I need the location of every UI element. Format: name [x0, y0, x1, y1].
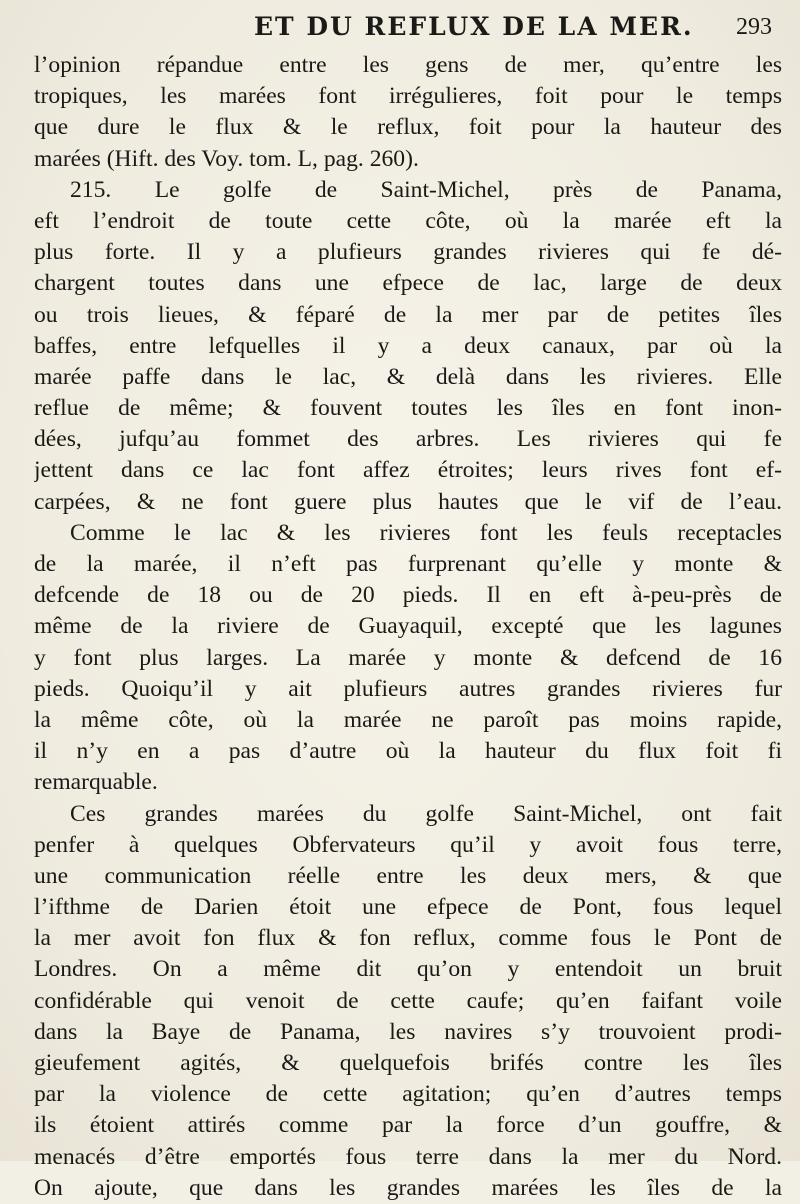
- text-line: jettent dans ce lac font affez étroites; leurs rives font ef-: [34, 457, 782, 484]
- text-line: marée paffe dans le lac, & delà dans les rivieres. Elle: [34, 363, 782, 390]
- text-line: eft l’endroit de toute cette côte, où la marée eft la: [34, 207, 782, 234]
- text-line: defcende de 18 ou de 20 pieds. Il en eft à-peu-près de: [34, 582, 782, 609]
- text-line: Londres. On a même dit qu’on y entendoit un bruit: [34, 956, 782, 983]
- text-line: de la marée, il n’eft pas furprenant qu’elle y monte &: [34, 551, 782, 577]
- text-line: marées (Hift. des Voy. tom. L, pag. 260).: [34, 145, 419, 172]
- text-line: On ajoute, que dans les grandes marées les îles de la: [34, 1174, 782, 1201]
- text-line: dans la Baye de Panama, les navires s’y trouvoient prodi-: [34, 1018, 782, 1045]
- running-head: ET DU REFLUX DE LA MER.: [254, 12, 694, 41]
- text-line: y font plus larges. La marée y monte & defcend de 16: [34, 644, 782, 671]
- text-line: ou trois lieues, & féparé de la mer par de petites îles: [34, 301, 782, 328]
- text-line: l’opinion répandue entre les gens de mer, qu’entre les: [34, 52, 782, 78]
- text-line: baffes, entre lefquelles il y a deux canaux, par où la: [34, 332, 782, 359]
- text-line: même de la riviere de Guayaquil, excepté que les lagunes: [34, 613, 782, 640]
- text-line: ils étoient attirés comme par la force d’un gouffre, &: [34, 1112, 782, 1139]
- text-line: dées, jufqu’au fommet des arbres. Les rivieres qui fe: [34, 426, 782, 453]
- text-line: plus forte. Il y a plufieurs grandes rivieres qui fe dé-: [34, 239, 782, 266]
- page-number: 293: [736, 14, 772, 40]
- text-line: par la violence de cette agitation; qu’en d’autres temps: [34, 1081, 782, 1108]
- text-line: gieufement agités, & quelquefois brifés contre les îles: [34, 1050, 782, 1076]
- text-line: Comme le lac & les rivieres font les feuls receptacles: [70, 519, 782, 546]
- text-line: pieds. Quoiqu’il y ait plufieurs autres grandes rivieres fur: [34, 675, 782, 702]
- text-line: une communication réelle entre les deux mers, & que: [34, 862, 782, 889]
- text-line: menacés d’être emportés fous terre dans la mer du Nord.: [34, 1143, 782, 1170]
- text-line: penfer à quelques Obfervateurs qu’il y avoit fous terre,: [34, 831, 782, 858]
- text-line: 215. Le golfe de Saint-Michel, près de Panama,: [70, 176, 782, 203]
- text-line: l’ifthme de Darien étoit une efpece de Pont, fous lequel: [34, 894, 782, 921]
- text-line: tropiques, les marées font irrégulieres, foit pour le temps: [34, 83, 782, 110]
- text-line: il n’y en a pas d’autre où la hauteur du flux foit fi: [34, 738, 782, 765]
- text-line: la mer avoit fon flux & fon reflux, comme fous le Pont de: [34, 925, 782, 952]
- text-line: que dure le flux & le reflux, foit pour la hauteur des: [34, 114, 782, 141]
- text-line: la même côte, où la marée ne paroît pas moins rapide,: [34, 706, 782, 733]
- text-line: confidérable qui venoit de cette caufe; qu’en faifant voile: [34, 987, 782, 1014]
- text-line: reflue de même; & fouvent toutes les îles en font inon-: [34, 395, 782, 422]
- text-line: remarquable.: [34, 769, 158, 796]
- text-line: carpées, & ne font guere plus hautes que le vif de l’eau.: [34, 488, 782, 515]
- text-line: Ces grandes marées du golfe Saint-Michel, ont fait: [70, 800, 782, 827]
- text-line: chargent toutes dans une efpece de lac, large de deux: [34, 270, 782, 297]
- body-text: [34, 50, 782, 1204]
